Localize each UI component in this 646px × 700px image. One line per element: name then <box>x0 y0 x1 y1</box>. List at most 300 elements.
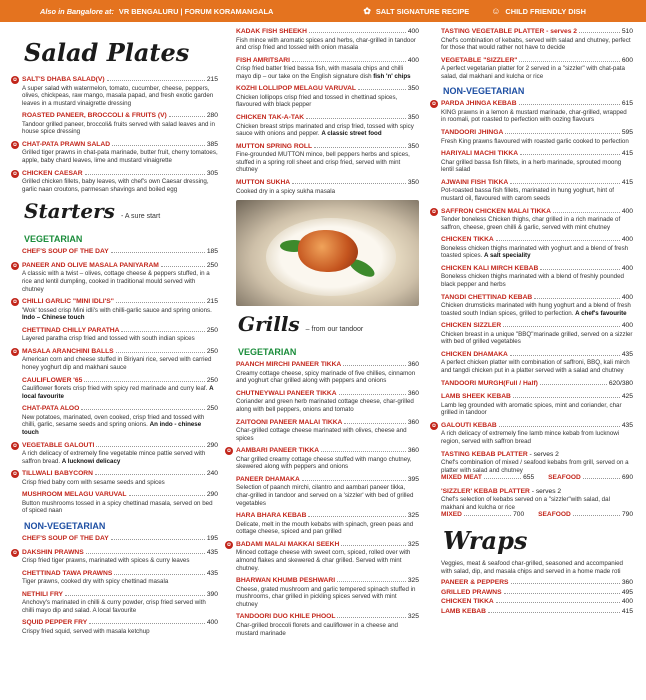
item-title-row <box>441 179 633 188</box>
item-desc: Chicken drumsticks marinated with hung yoghurt and a blend of fresh toasted south Indian spices, grilled to perfection. A chef's favourite <box>441 302 631 317</box>
starters-heading-row <box>24 199 218 229</box>
item-price: 360 <box>407 418 419 426</box>
item-name: CHEF'S SOUP OF THE DAY <box>22 248 109 256</box>
item-name: CHICKEN TAK-A-TAK <box>236 114 305 122</box>
menu-item <box>22 377 218 401</box>
item-price: 415 <box>621 178 633 186</box>
starters-nonveg-list <box>12 535 218 635</box>
item-name: AJWAINI FISH TIKKA <box>441 178 509 186</box>
salt-signature-icon: ✿ <box>12 471 18 478</box>
item-desc: A perfect vegetarian platter for 2 served in a "sizzler" with chat-pata salad, dal makhani and kulcha or rice <box>441 65 625 80</box>
item-price: 290 <box>206 441 218 449</box>
item-name: CHILLI GARLIC "MINI IDLI'S" <box>22 298 114 306</box>
item-highlight: A classic street food <box>321 130 382 138</box>
item-price: 360 <box>621 579 633 587</box>
dot-leader <box>504 589 620 594</box>
item-desc: Grilled chicken fillets, baby leaves, with chef's own Caesar dressing, garlic naan croutons, parmesan shavings and boiled egg <box>22 178 209 193</box>
dot-leader <box>129 491 205 496</box>
item-price: 325 <box>407 512 419 520</box>
salt-signature-icon: ✿ <box>12 442 18 449</box>
item-desc: Char grilled bassa fish fillets, in a herb marinade, sprouted moong lentil salad <box>441 158 622 174</box>
menu-item <box>431 207 633 232</box>
item-price: 400 <box>621 264 633 272</box>
item-title-row <box>22 619 218 628</box>
item-title-row <box>22 170 218 179</box>
item-price: 620/380 <box>608 379 633 387</box>
item-price: 350 <box>407 114 419 122</box>
menu-item <box>236 85 419 109</box>
dot-leader <box>321 447 406 452</box>
item-name: GALOUTI KEBAB <box>441 421 497 429</box>
menu-item <box>441 179 633 203</box>
item-desc: Button mushrooms tossed in a spicy chettinad masala, served on bed of spiced naan <box>22 499 213 515</box>
item-name: CHEF'S SOUP OF THE DAY <box>22 535 109 543</box>
menu-item <box>12 261 218 293</box>
item-title-row <box>441 380 633 389</box>
menu-item <box>12 548 218 565</box>
item-title-row <box>236 361 419 370</box>
item-title-row <box>441 322 633 331</box>
dot-leader <box>112 141 205 146</box>
item-name: SAFFRON CHICKEN MALAI TIKKA <box>441 207 551 215</box>
item-title-row <box>236 447 419 456</box>
dot-leader <box>341 541 406 546</box>
seafood-label: SEAFOOD <box>548 474 581 482</box>
item-price: 215 <box>206 76 218 83</box>
item-desc: Cooked dry in a spicy sukha masala <box>236 187 336 195</box>
dot-leader <box>496 236 620 241</box>
item-name: TASTING VEGETABLE PLATTER - serves 2 <box>441 28 578 35</box>
item-desc: Lamb leg grounded with aromatic spices, mint and coriander, char grilled in tandoor <box>441 401 622 417</box>
item-price: 415 <box>621 607 633 615</box>
item-price: 360 <box>407 361 419 369</box>
item-desc: Crisp fried batter fried bassa fish, with masala chips and chilli mayo dip – our take on the English signature dish fish 'n' chips <box>236 65 411 80</box>
item-name: CHICKEN DHAMAKA <box>441 350 508 358</box>
item-name: MUTTON SPRING ROLL <box>236 142 313 150</box>
dot-leader <box>302 476 406 481</box>
wrap-item <box>441 589 633 598</box>
item-name: PANEER DHAMAKA <box>236 475 300 483</box>
dot-leader <box>579 28 620 33</box>
item-desc: A rich delicacy of extremely fine lamb mince kebab from lucknowi region, served with saffron bread <box>441 430 620 445</box>
item-title-row <box>22 535 218 544</box>
starters-subtitle: - A sure start <box>120 213 161 221</box>
dot-leader <box>309 28 406 33</box>
salt-signature-icon: ✿ <box>12 262 18 269</box>
item-title-row <box>236 114 419 123</box>
item-title-row <box>22 470 218 479</box>
item-price: 290 <box>206 491 218 499</box>
grills-heading-row <box>238 312 419 342</box>
item-price: 400 <box>621 598 633 606</box>
dot-leader <box>519 57 619 62</box>
item-title-row <box>22 377 218 386</box>
item-price: 495 <box>621 588 633 596</box>
dot-leader <box>488 608 620 613</box>
salt-signature-icon: ✿ <box>12 170 18 177</box>
item-name: BHARWAN KHUMB PESHWARI <box>236 577 336 585</box>
menu-item <box>236 476 419 507</box>
item-desc: Crispy fried squid, served with masala ketchup <box>22 627 150 635</box>
item-price: 595 <box>621 129 633 137</box>
grills-list <box>226 361 419 637</box>
item-desc: Boneless chicken thighs marinated with yoghurt and a blend of fresh toasted spices. A salt speciality <box>441 244 629 260</box>
menu-item <box>441 351 633 375</box>
menu-item <box>236 114 419 138</box>
locations-text: VR BENGALURU | FORUM KORAMANGALA <box>118 6 274 16</box>
starters-nonveg-label: NON-VEGETARIAN <box>24 521 106 532</box>
menu-item <box>12 441 218 466</box>
item-desc: Cheese, grated mushroom and garlic tempered spinach stuffed in mushrooms, char grilled in pickling spices served with mint chutney <box>236 585 416 608</box>
dot-leader <box>96 442 205 447</box>
item-title-row <box>22 405 218 414</box>
item-name: DAKSHIN PRAWNS <box>22 548 84 556</box>
menu-item <box>12 140 218 165</box>
item-desc: Chef's combination of mixed / seafood kebabs from grill, served on a platter with salad and chutney <box>441 459 629 474</box>
item-desc: Char grilled creamy cottage cheese stuffed with mango chutney, skewered along with peppers and onions <box>236 455 412 471</box>
item-price: 360 <box>407 389 419 397</box>
item-price: 215 <box>206 298 218 306</box>
item-title-row <box>441 100 633 109</box>
item-price: 325 <box>407 613 419 621</box>
item-title-row <box>22 327 218 336</box>
menu-item <box>441 322 633 346</box>
item-price: 415 <box>621 150 633 158</box>
item-price: 305 <box>206 169 218 177</box>
dot-leader <box>111 535 205 540</box>
item-desc: Fish mince with aromatic spices and herbs, char-grilled in tandoor and crisp fried and tossed with onion masala <box>236 36 416 52</box>
item-price: 390 <box>206 590 218 598</box>
starters-veg-label: VEGETARIAN <box>24 234 83 245</box>
child-friendly-label: CHILD FRIENDLY DISH <box>505 6 586 16</box>
item-price: 250 <box>206 405 218 413</box>
salt-signature-icon: ✿ <box>12 141 18 148</box>
item-price: 435 <box>621 421 633 429</box>
dot-leader <box>510 179 620 184</box>
item-title-row <box>22 141 218 150</box>
item-name: CHICKEN CAESAR <box>22 169 83 177</box>
wraps-desc: Veggies, meat & seafood char-grilled, seasoned and accompanied with salad, dip, and masala chips and served in a home made roti <box>441 559 623 575</box>
item-name: GRILLED PRAWNS <box>441 588 502 596</box>
item-desc: Pot-roasted bassa fish fillets, marinated in hung yoghurt, hint of mustard oil, flavoured with carom seeds <box>441 187 615 202</box>
menu-item <box>22 570 218 586</box>
tasting-kebab-platter <box>441 451 633 483</box>
item-price: 350 <box>407 179 419 187</box>
dot-leader <box>496 598 620 603</box>
column-1 <box>12 28 218 641</box>
item-title-row <box>441 422 633 431</box>
dot-leader <box>169 112 205 117</box>
item-desc: KING prawns in a lemon & mustard marinade, char-grilled, wrapped in roomali, pot roasted to perfection with oozing flavours <box>441 108 627 124</box>
menu-item <box>441 129 633 145</box>
item-desc: Chicken breast in a unique "BBQ"marinade grilled, served on a sizzler with bed of grilled vegetables <box>441 330 633 346</box>
item-title-row <box>22 348 218 357</box>
salt-signature-label: SALT SIGNATURE RECIPE <box>375 6 470 16</box>
item-title-row <box>441 57 633 66</box>
dish-photo <box>236 200 419 306</box>
item-desc: A perfect chicken platter with combination of saffroni, BBQ, kali mirch and tangdi chicken put in a platter served with a salad and chutney <box>441 359 630 375</box>
item-highlight: An indo - chinese touch <box>22 421 202 436</box>
item-title-row <box>236 512 419 521</box>
dot-leader <box>337 613 405 618</box>
item-title-row <box>236 57 419 66</box>
menu-item <box>12 169 218 194</box>
item-name: HARA BHARA KEBAB <box>236 512 307 520</box>
item-name: AAMBARI PANEER TIKKA <box>236 447 320 455</box>
menu-item <box>12 470 218 486</box>
item-desc: Delicate, melt in the mouth kebabs with spinach, green peas and cottage cheese, spiced and pan grilled <box>236 520 414 536</box>
item-name: TANDOORI DUO KHILE PHOOL <box>236 613 336 621</box>
item-name: BADAMI MALAI MAKKAI SEEKH <box>236 540 340 548</box>
item-name: CHAT-PATA PRAWN SALAD <box>22 140 111 148</box>
menu-item <box>22 491 218 515</box>
menu-item <box>441 380 633 389</box>
col3-veg-list <box>441 28 633 80</box>
item-price: 400 <box>621 293 633 301</box>
item-desc: Creamy cottage cheese, spicy marinade of five chillies, cinnamon and yoghurt char grilled along with peppers and onions <box>236 369 416 385</box>
item-name: CHICKEN KALI MIRCH KEBAB <box>441 264 539 272</box>
menu-item <box>431 421 633 446</box>
item-price: 325 <box>407 577 419 585</box>
item-name: TANDOORI MURGH(Full / Half) <box>441 379 538 387</box>
dot-leader <box>86 549 205 554</box>
dot-leader <box>513 393 620 398</box>
item-highlight: A chef's favourite <box>575 309 627 317</box>
item-price: 185 <box>206 248 218 256</box>
item-desc: Anchovy's marinated in chilli & curry powder, crisp fried served with chilli mayo dip and salad. A local favourite <box>22 599 206 614</box>
item-title-row <box>236 577 419 586</box>
item-name: TANDOORI JHINGA <box>441 129 504 137</box>
item-price: 350 <box>407 142 419 150</box>
salt-signature-icon: ✿ <box>226 541 232 548</box>
item-name: SALT'S DHABA SALAD(V) <box>22 76 105 83</box>
item-desc: Tandoor grilled paneer, broccoli& fruits served with salad leaves and in house spice dressing <box>22 120 215 136</box>
item-desc: A classic with a twist – olives, cottage cheese & peppers stuffed, in a rice and lentil dumpling, cooked in traditional mould served with chutney <box>22 270 210 293</box>
wrap-item <box>441 598 633 607</box>
salt-signature-icon: ✿ <box>12 348 18 355</box>
item-price: 240 <box>206 470 218 478</box>
menu-item <box>22 327 218 343</box>
item-name: CAULIFLOWER '65 <box>22 376 83 384</box>
item-title-row <box>22 248 218 257</box>
wraps-heading: Wraps <box>443 525 528 555</box>
dot-leader <box>520 150 620 155</box>
dot-leader <box>114 570 205 575</box>
menu-item <box>441 150 633 174</box>
menu-item <box>22 248 218 257</box>
item-name: MASALA ARANCHINI BALLS <box>22 347 114 355</box>
menu-item <box>441 294 633 318</box>
menu-item <box>12 347 218 372</box>
item-desc: Boneless chicken thighs marinated with a blend of freshly pounded black pepper and herbs <box>441 273 624 288</box>
dot-leader <box>337 577 406 582</box>
item-price: 400 <box>621 207 633 215</box>
item-name: LAMB SHEEK KEBAB <box>441 393 511 401</box>
item-title-row <box>441 236 633 245</box>
menu-item <box>236 28 419 52</box>
dot-leader <box>503 322 620 327</box>
item-desc: Char-grilled cottage cheese marinated with olives, cheese and spices <box>236 427 407 442</box>
item-title-row <box>236 613 419 622</box>
item-highlight: fish 'n' chips <box>373 72 411 80</box>
menu-item <box>22 112 218 136</box>
item-title-row <box>441 393 633 402</box>
item-desc: Layered paratha crisp fried and tossed with south indian spices <box>22 335 195 343</box>
dot-leader <box>343 361 406 366</box>
item-desc: Chef's combination of kebabs, served with salad and chutney, perfect for those that would rather not have to decide <box>441 36 631 52</box>
item-name: TASTING KEBAB PLATTER <box>441 450 528 458</box>
item-serves: - serves 2 <box>529 450 559 458</box>
dot-leader <box>292 179 406 184</box>
item-desc: Tiger prawns, cooked dry with spicy chettinad masala <box>22 578 169 586</box>
dot-leader <box>95 470 205 475</box>
seafood-price: 790 <box>621 511 633 519</box>
salt-signature-icon: ✿ <box>12 299 18 306</box>
item-title-row <box>236 85 419 94</box>
item-desc: A super salad with watermelon, tomato, cucumber, cheese, peppers, olives, chickpeas, raw mango, masala papad, and fresh exotic garden leaves in a mustard vinaigrette dressing <box>22 84 214 107</box>
item-title-row <box>441 150 633 159</box>
menu-item <box>236 57 419 81</box>
item-name: KADAK FISH SHEEKH <box>236 28 307 35</box>
item-desc: Fresh King prawns flavoured with roasted garlic cooked to perfection <box>441 137 629 145</box>
item-desc: Tender boneless Chicken thighs, char grilled in a rich marinade of saffron, cheese, green chilli & garlic, served with mint chutney <box>441 216 621 231</box>
item-desc: New potatoes, marinated, oven cooked, crisp fried and tossed with chilli, garlic, sesame seeds and spring onions. An indo - chinese touch <box>22 413 205 436</box>
item-price: 400 <box>206 619 218 627</box>
mixed-label: MIXED <box>441 511 462 519</box>
menu-item <box>236 143 419 174</box>
item-title-row <box>22 442 218 451</box>
menu-item <box>441 393 633 417</box>
dot-leader <box>519 100 620 105</box>
grilled-chicken-shape <box>298 230 358 272</box>
salt-signature-icon: ✿ <box>12 549 18 556</box>
item-desc: Selection of paanch mirchi, cilantro and aambari paneer tikka, char-grilled in tandoor and served on a 'sizzler' with bed of grilled vegetables <box>236 484 414 507</box>
price-row <box>441 511 633 520</box>
menu-item <box>236 361 419 385</box>
salt-signature-icon: ✿ <box>12 77 18 83</box>
item-price: 280 <box>206 112 218 120</box>
dot-leader <box>116 298 205 303</box>
col3-nonveg-list <box>431 100 633 445</box>
item-price: 385 <box>206 140 218 148</box>
top-banner <box>0 0 646 22</box>
item-price: 435 <box>621 350 633 358</box>
item-name: TANGDI CHETTINAD KEBAB <box>441 293 533 301</box>
item-name: CHUTNEYWALI PANEER TIKKA <box>236 389 337 397</box>
item-price: 400 <box>621 322 633 330</box>
item-title-row <box>441 265 633 274</box>
item-desc: Chicken lollipops crisp fried and tossed in chettinad spices, flavoured with black pepper <box>236 93 398 109</box>
mixed-label: MIXED MEAT <box>441 474 482 482</box>
dot-leader <box>339 390 406 395</box>
item-name: VEGETABLE GALOUTI <box>22 441 95 449</box>
item-title-row <box>236 28 419 37</box>
item-desc: Minced cottage cheese with sweet corn, spiced, rolled over with almond flakes and skewered & char grilled. Served with mint chutney. <box>236 549 411 572</box>
mixed-price: 700 <box>513 511 525 519</box>
item-price: 510 <box>621 28 633 35</box>
dot-leader <box>553 208 620 213</box>
item-highlight: A local favourite <box>22 385 214 400</box>
item-name: VEGETABLE "SIZZLER" <box>441 56 518 64</box>
item-title-row <box>236 419 419 428</box>
item-price: 325 <box>407 540 419 548</box>
item-desc: Crisp fried tiger prawns, marinated with spices & curry leaves <box>22 557 190 565</box>
item-title-row <box>22 591 218 600</box>
salt-signature-icon: ✿ <box>431 208 437 215</box>
item-price: 250 <box>206 347 218 355</box>
dot-leader <box>314 143 406 148</box>
item-price: 400 <box>407 28 419 35</box>
grills-subtitle: – from our tandoor <box>305 326 364 334</box>
menu-item <box>22 405 218 436</box>
menu-item <box>22 619 218 635</box>
item-name: SQUID PEPPER FRY <box>22 619 88 627</box>
item-name: CHICKEN TIKKA <box>441 236 494 244</box>
item-name: PARDA JHINGA KEBAB <box>441 100 517 108</box>
item-name: PAANCH MIRCHI PANEER TIKKA <box>236 361 342 369</box>
menu-item <box>12 76 218 107</box>
salt-signature-icon: ✿ <box>226 448 232 455</box>
item-desc: A rich delicacy of extremely fine vegetable mince pattie served with saffron bread. A lucknowi delicacy <box>22 450 206 465</box>
item-price: 350 <box>407 85 419 93</box>
item-name: MUTTON SUKHA <box>236 179 291 187</box>
item-highlight: A lucknowi delicacy <box>61 457 121 465</box>
dot-leader <box>111 248 205 253</box>
menu-item <box>22 535 218 544</box>
salt-signature-icon: ✿ <box>363 5 371 16</box>
item-name: PANEER AND OLIVE MASALA PANIYARAM <box>22 261 159 269</box>
seafood-label: SEAFOOD <box>538 511 571 519</box>
also-in-label: Also in Bangalore at: <box>40 6 114 16</box>
price-row <box>441 474 633 483</box>
item-title-row <box>236 143 419 152</box>
item-name: ROASTED PANEER, BROCCOLI & FRUITS (V) <box>22 112 167 120</box>
item-name: MUSHROOM MELAGU VARUVAL <box>22 491 127 499</box>
dot-leader <box>81 405 205 410</box>
wraps-list <box>441 579 633 616</box>
item-price: 600 <box>621 56 633 64</box>
menu-item <box>431 100 633 124</box>
item-title-row <box>441 294 633 303</box>
item-title-row <box>236 390 419 399</box>
item-name: KOZHI LOLLIPOP MELAGU VARUVAL <box>236 85 357 93</box>
menu-item <box>236 390 419 414</box>
dot-leader <box>107 76 205 81</box>
item-name: CHETTINAD CHILLY PARATHA <box>22 326 120 334</box>
item-price: 400 <box>621 236 633 244</box>
dot-leader <box>540 380 607 385</box>
menu-item <box>226 447 419 471</box>
dot-leader <box>116 348 205 353</box>
dot-leader <box>85 170 205 175</box>
menu-item <box>236 419 419 443</box>
salt-signature-icon: ✿ <box>431 422 437 429</box>
item-highlight: A salt speciality <box>484 252 531 260</box>
sizzler-kebab-platter <box>441 488 633 520</box>
starters-veg-list <box>12 248 218 515</box>
item-desc: Chef's selection of kebabs served on a "sizzler"with salad, dal makhani and kulcha or rice <box>441 496 610 511</box>
item-desc: Fine-grounded MUTTON mince, bell peppers herbs and spices, stuffed in a spring roll sheet and crisp fried, served with mint chutney <box>236 151 410 174</box>
menu-item <box>441 265 633 289</box>
dot-leader <box>511 579 620 584</box>
item-name: NETHILI FRY <box>22 590 63 598</box>
dot-leader <box>358 85 406 90</box>
item-title-row <box>441 129 633 138</box>
salad-heading: Salad Plates <box>24 38 190 67</box>
menu-item <box>236 179 419 195</box>
column-2 <box>226 28 419 642</box>
dot-leader <box>510 351 620 356</box>
